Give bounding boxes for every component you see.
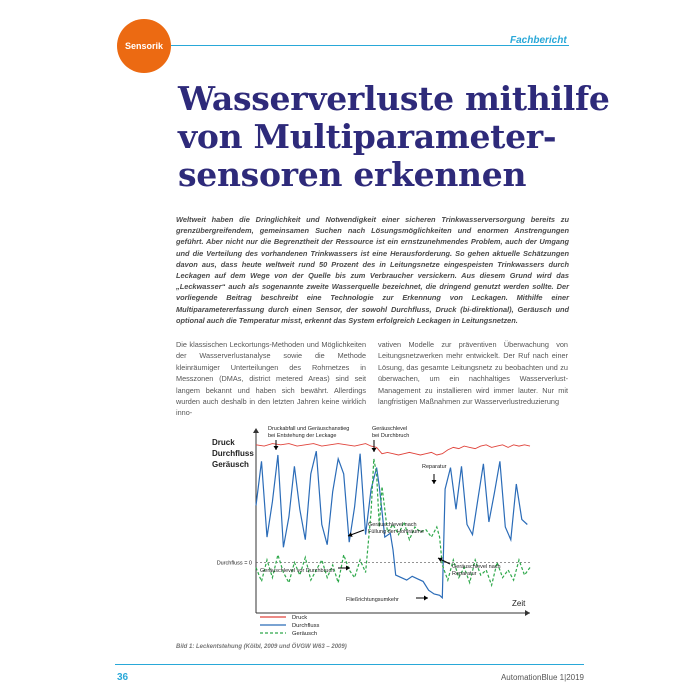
- zero-flow-label: Durchfluss = 0: [216, 560, 252, 567]
- annotation-2-arrowhead-icon: [432, 480, 437, 484]
- article-lead: Weltweit haben die Dringlichkeit und Notwendigkeit einer sicheren Trinkwasserversorgung bereits zu grenzübergreifendem, gemeinsamen Suchen nach Lösungsmöglichkeiten und enormen Anstrengungen geführt. Aber nicht nur die Begrenztheit der Ressource ist ein ernstzunehmendes Problem, auch der Umgang und die Verteilung des vorhandenen Trinkwassers ist eine Herausforderung. So gehen aktuelle Schätzungen davon aus, dass heute weltweit rund 50 Prozent des in Leitungsnetze eingespeisten Trinkwassers durch Leckagen auf dem Wege von der Quelle bis zum Verbraucher versickern. Aus diesem Grund wird das „Leckwasser“ auch als sogenannte zweite Wasserquelle bezeichnet, die dringend genutzt werden sollte. Der vorliegende Beitrag beschreibt eine Technologie zur Erkennung von Leckagen. Mithilfe einer Multiparametererfassung durch einen Sensor, der sowohl Durchfluss, Druck (bi-direktional), Geräusch und optional auch die Temperatur misst, erkennt das System erfolgreich Leckagen in Leitungsnetzen.: [176, 215, 569, 325]
- y-axis-label-2: Geräusch: [212, 460, 249, 469]
- annotation-1-line-1: bei Durchbruch: [372, 433, 410, 439]
- legend-label-1: Durchfluss: [292, 623, 320, 629]
- annotation-6-line-0: Fließrichtungsumkehr: [346, 597, 399, 603]
- annotation-5-line-1: Reparatur: [452, 571, 477, 577]
- annotation-3-line-1: Füllung der Hohlräume: [368, 529, 424, 535]
- annotation-5-line-0: Geräuschlevel nach: [452, 564, 501, 570]
- page-number: 36: [117, 672, 129, 683]
- legend-label-0: Druck: [292, 615, 308, 621]
- legend-label-2: Geräusch: [292, 631, 318, 637]
- badge-label: Sensorik: [124, 41, 164, 51]
- x-axis-label: Zeit: [512, 599, 526, 608]
- y-axis-arrow-icon: [253, 428, 259, 433]
- y-axis-label-0: Druck: [212, 438, 235, 447]
- body-column-1: Die klassischen Leckortungs-Methoden und Möglichkeiten der Wasserverlustanalyse sowie die Methode kleinräumiger Unterteilungen des Rohrnetzes in Messzonen (DMAs, district metered Areas) sind seit langem bekannt und haben sich bewährt. Allerdings wurden auch deshalb in den letzten Jahren keine wirklich inno-: [176, 340, 366, 418]
- body-column-2: vativen Modelle zur präventiven Überwachung von Leitungsnetzwerken mehr entwickelt. Der Ruf nach einer Lösung, das gesamte Leitungsnetz zu beobachten und zu überwachen, um ein nachhaltiges Wasserverlust-Management zu installieren wird immer lauter. Nur mit langfristigen Maßnahmen zur Wasserverlustreduzierung: [378, 340, 568, 407]
- annotation-0-line-0: Druckabfall und Geräuschanstieg: [268, 426, 350, 432]
- article-title: Wasserverluste mithilfe von Multiparameter-sensoren erkennen: [178, 79, 610, 194]
- annotation-1-line-0: Geräuschlevel: [372, 426, 408, 432]
- annotation-6-arrowhead-icon: [424, 596, 428, 601]
- annotation-1-arrowhead-icon: [372, 448, 377, 452]
- figure-caption: Bild 1: Leckentstehung (Kölbl, 2009 und ÖVGW W63 – 2009): [176, 644, 347, 650]
- footer-rule: [115, 664, 584, 665]
- section-badge: [117, 19, 171, 73]
- annotation-0-line-1: bei Entstehung der Leckage: [268, 433, 337, 439]
- series-line-0: [256, 444, 530, 455]
- annotation-4-line-0: Geräuschlevel vor Durchbruch: [260, 568, 335, 574]
- leak-chart: [198, 418, 538, 644]
- x-axis-arrow-icon: [525, 610, 530, 616]
- annotation-3-line-0: Geräuschlevel nach: [368, 522, 417, 528]
- magazine-issue: AutomationBlue 1|2019: [500, 673, 584, 682]
- y-axis-label-1: Durchfluss: [212, 449, 254, 458]
- annotation-0-arrowhead-icon: [274, 446, 279, 450]
- annotation-2-line-0: Reparatur: [422, 464, 447, 470]
- section-label: Fachbericht: [510, 35, 567, 46]
